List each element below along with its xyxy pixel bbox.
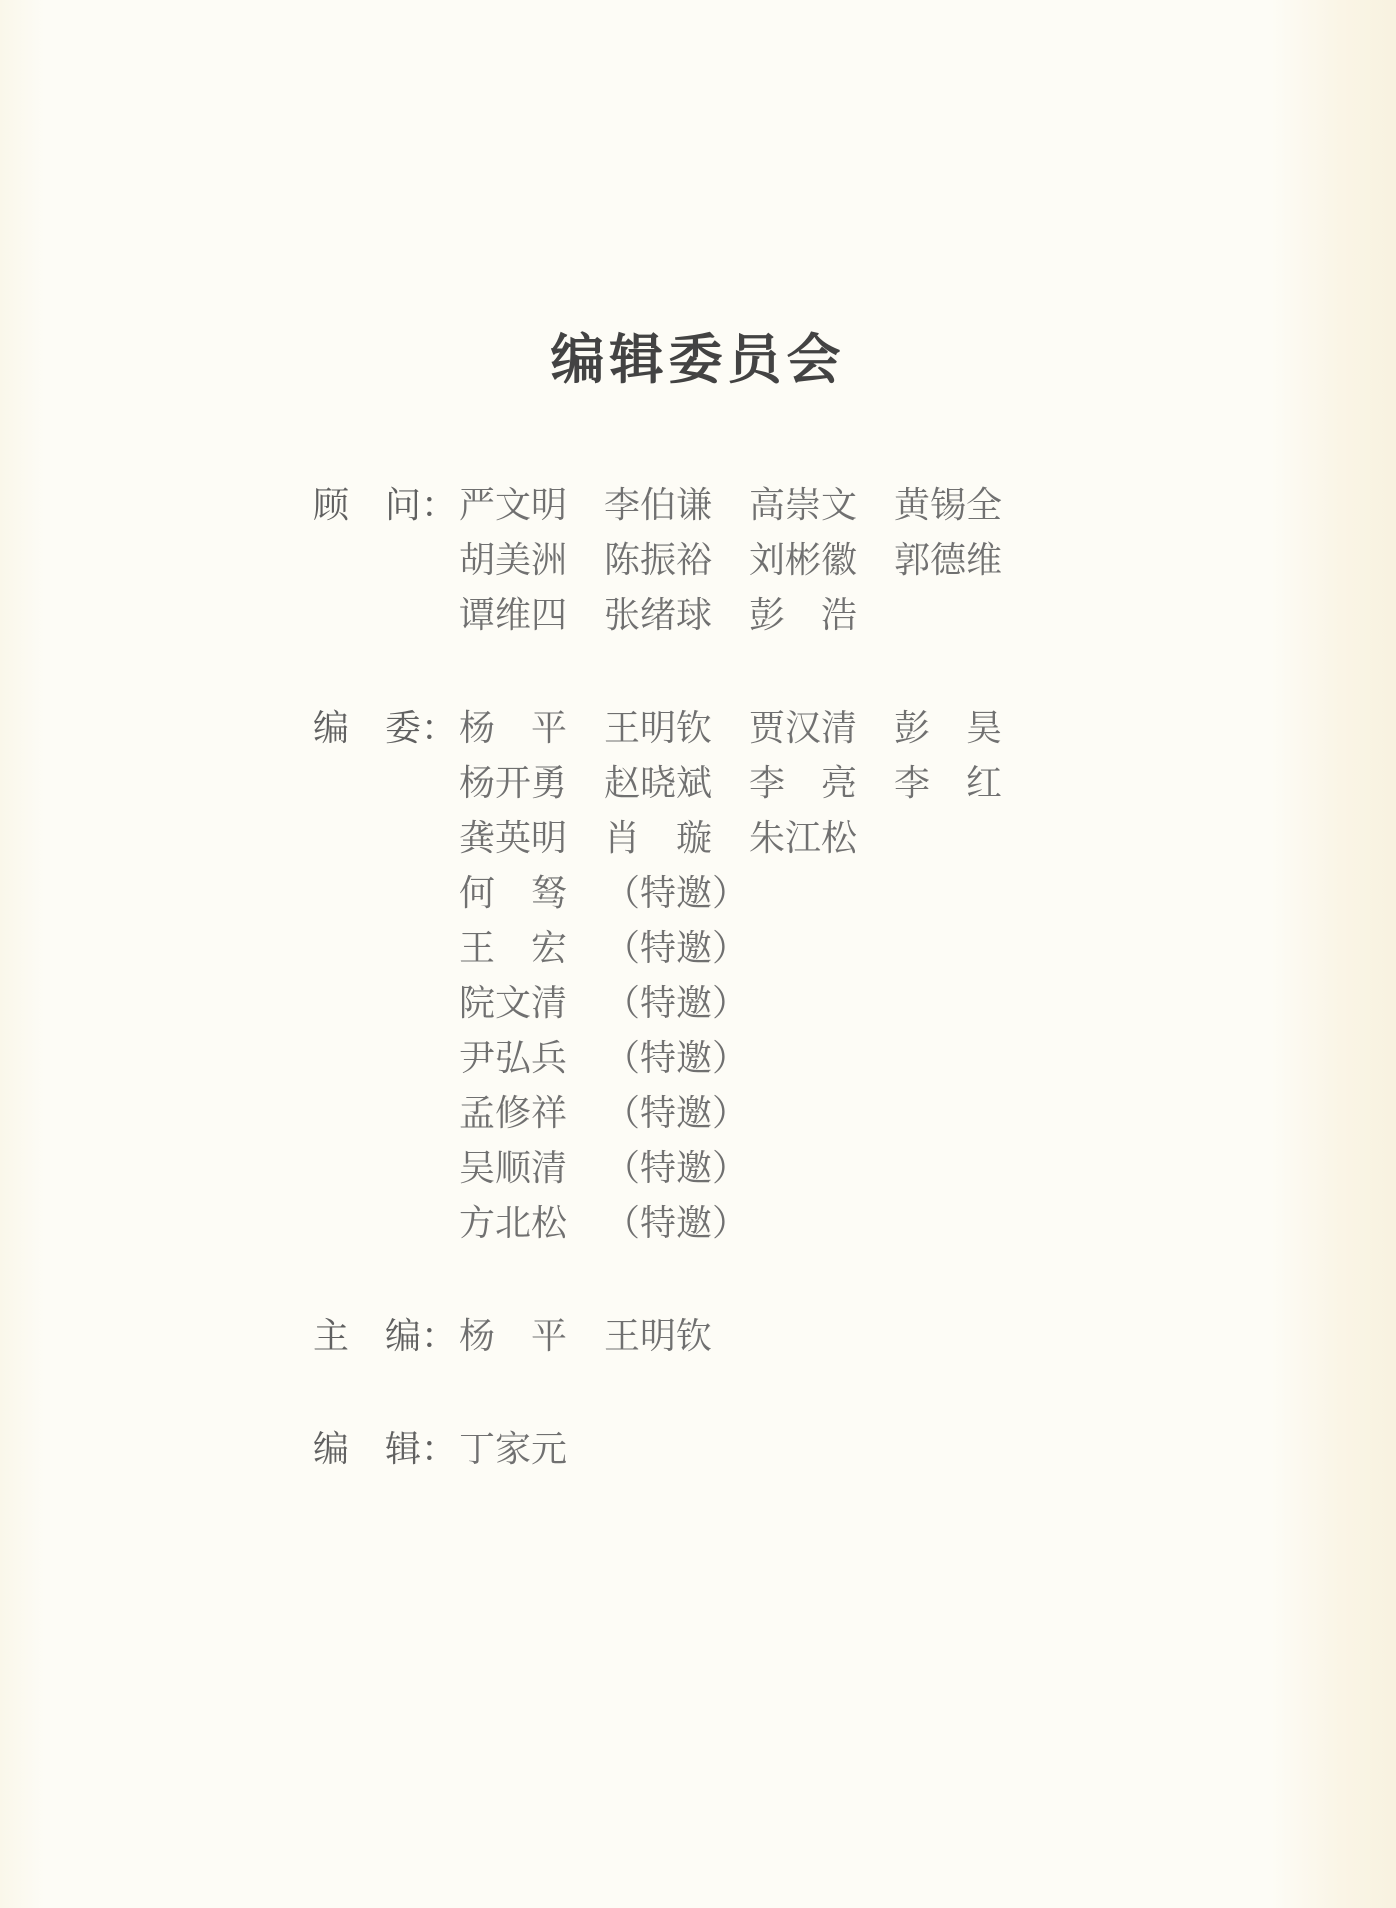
name-cell: 王明钦 <box>604 708 713 748</box>
board-invited-row <box>459 1031 1039 1086</box>
advisors-row <box>459 588 1039 643</box>
invited-note: （特邀） <box>604 1038 749 1078</box>
chief-editor-section <box>313 1309 1396 1364</box>
name-cell: 杨开勇 <box>459 763 568 803</box>
name-cell: 院文清 <box>459 983 568 1023</box>
editorial-board-section <box>313 701 1396 1251</box>
name-cell: 尹弘兵 <box>459 1038 568 1078</box>
name-cell: 何 驽 <box>459 873 568 913</box>
board-invited-row <box>459 976 1039 1031</box>
name-cell: 杨 平 <box>459 1316 568 1356</box>
name-cell: 谭维四 <box>459 595 568 635</box>
name-cell: 贾汉清 <box>749 708 858 748</box>
invited-note: （特邀） <box>604 928 749 968</box>
editor-section <box>313 1422 1396 1477</box>
invited-note: （特邀） <box>604 1093 749 1133</box>
invited-note: （特邀） <box>604 983 749 1023</box>
board-row <box>459 756 1039 811</box>
committee-list <box>313 478 1396 1477</box>
board-invited-row <box>459 866 1039 921</box>
editor-label: 编 辑： <box>313 1429 458 1469</box>
board-invited-row <box>459 1196 1039 1251</box>
name-cell: 黄锡全 <box>894 485 1003 525</box>
name-cell: 王 宏 <box>459 928 568 968</box>
name-cell: 李 亮 <box>749 763 858 803</box>
name-cell: 高崇文 <box>749 485 858 525</box>
name-cell: 孟修祥 <box>459 1093 568 1133</box>
name-cell: 李伯谦 <box>604 485 713 525</box>
advisors-row <box>459 533 1039 588</box>
page-title: 编辑委员会 <box>550 330 846 390</box>
name-cell: 赵晓斌 <box>604 763 713 803</box>
chief-editor-label: 主 编： <box>313 1316 458 1356</box>
name-cell: 吴顺清 <box>459 1148 568 1188</box>
board-invited-row <box>459 1086 1039 1141</box>
invited-note: （特邀） <box>604 1203 749 1243</box>
name-cell: 胡美洲 <box>459 540 568 580</box>
board-row <box>459 701 1039 756</box>
name-cell: 彭 浩 <box>749 595 858 635</box>
name-cell: 张绪球 <box>604 595 713 635</box>
editorial-board-names <box>459 701 1039 1251</box>
name-cell: 王明钦 <box>604 1316 713 1356</box>
name-cell: 陈振裕 <box>604 540 713 580</box>
name-cell: 方北松 <box>459 1203 568 1243</box>
advisors-label: 顾 问： <box>313 485 458 525</box>
invited-note: （特邀） <box>604 873 749 913</box>
editor-row <box>459 1422 604 1477</box>
advisors-row <box>459 478 1039 533</box>
chief-editor-row <box>459 1309 749 1364</box>
advisors-section <box>313 478 1396 643</box>
name-cell: 龚英明 <box>459 818 568 858</box>
editorial-board-label: 编 委： <box>313 708 458 748</box>
name-cell: 刘彬徽 <box>749 540 858 580</box>
name-cell: 郭德维 <box>894 540 1003 580</box>
board-invited-row <box>459 921 1039 976</box>
name-cell: 严文明 <box>459 485 568 525</box>
name-cell: 杨 平 <box>459 708 568 748</box>
name-cell: 朱江松 <box>749 818 858 858</box>
name-cell: 李 红 <box>894 763 1003 803</box>
board-row <box>459 811 1039 866</box>
name-cell: 肖 璇 <box>604 818 713 858</box>
board-invited-row <box>459 1141 1039 1196</box>
advisors-names <box>459 478 1039 643</box>
name-cell: 丁家元 <box>459 1429 568 1469</box>
name-cell: 彭 昊 <box>894 708 1003 748</box>
invited-note: （特邀） <box>604 1148 749 1188</box>
